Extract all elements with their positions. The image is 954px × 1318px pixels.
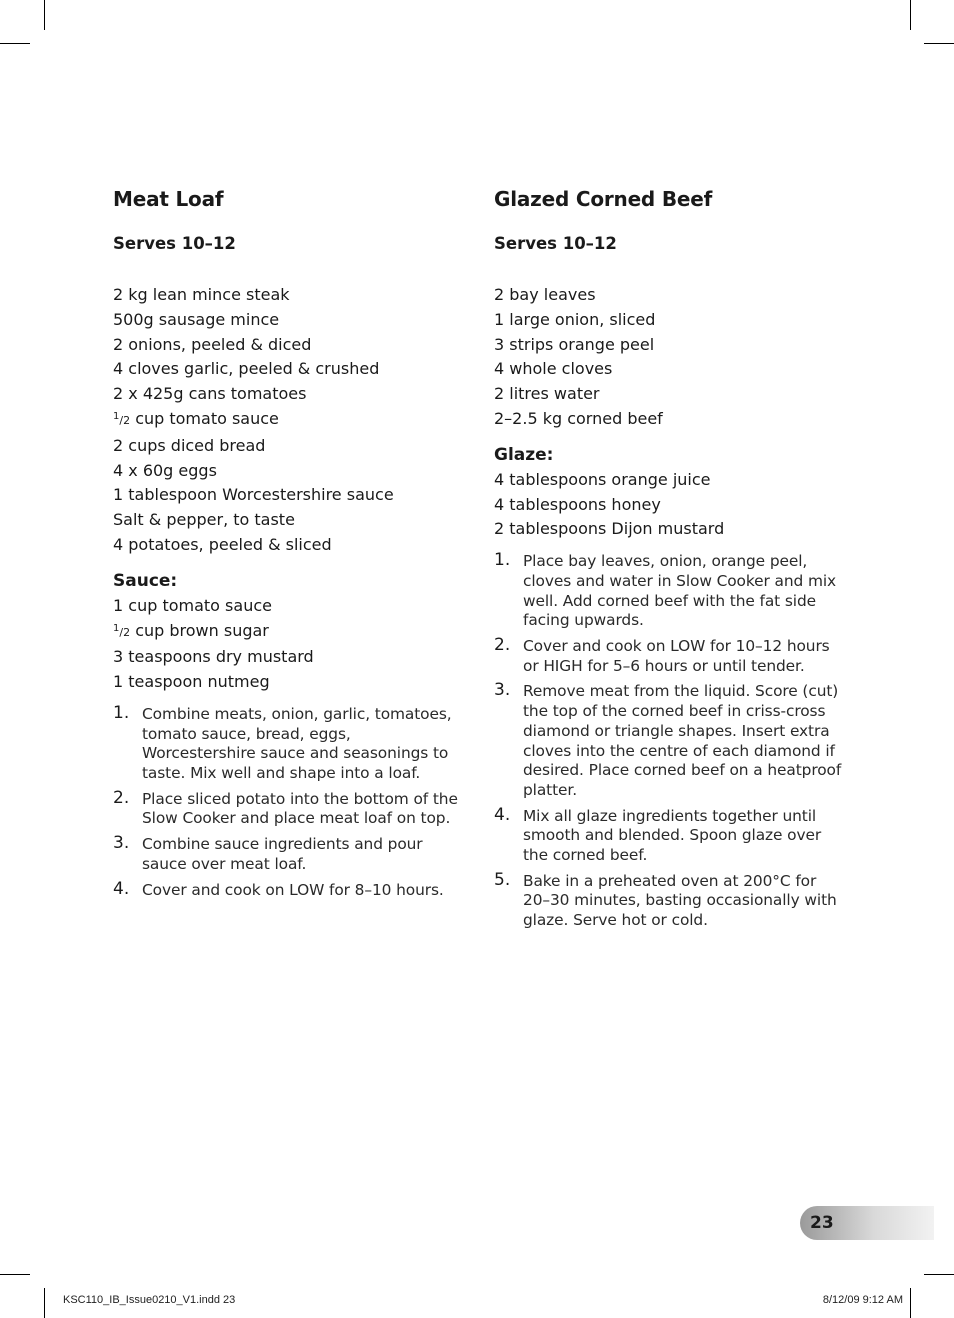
method-steps — [113, 702, 458, 900]
fraction-denominator: /2 — [119, 413, 131, 427]
sauce-item: 1 teaspoon nutmeg — [113, 672, 270, 692]
step-text: Cover and cook on LOW for 10–12 hours or HIGH for 5–6 hours or until tender. — [523, 636, 830, 675]
step-number: 1. — [494, 550, 511, 571]
step-text: Mix all glaze ingredients together until smooth and blended. Spoon glaze over the corned beef. — [523, 806, 822, 865]
step-item — [494, 634, 844, 676]
step-text: Combine sauce ingredients and pour sauce over meat loaf. — [142, 835, 423, 873]
glaze-item: 4 tablespoons orange juice — [494, 469, 711, 489]
step-number: 5. — [494, 869, 511, 890]
step-item — [494, 804, 844, 866]
ingredient-item: 2 litres water — [494, 384, 600, 404]
step-item — [113, 835, 458, 874]
step-item — [113, 878, 458, 901]
crop-mark — [910, 0, 911, 30]
ingredient-text: cup tomato sauce — [135, 408, 279, 428]
crop-mark — [910, 1288, 911, 1318]
ingredient-item: 1 large onion, sliced — [494, 309, 656, 329]
page-number-tab — [800, 1206, 934, 1240]
step-item — [494, 869, 844, 931]
step-number: 4. — [494, 804, 511, 825]
step-number: 2. — [113, 787, 130, 808]
serves-label: Serves 10–12 — [494, 234, 617, 253]
step-number: 1. — [113, 702, 130, 723]
step-number: 2. — [494, 634, 511, 655]
recipe-meat-loaf — [113, 185, 458, 906]
crop-mark — [924, 43, 954, 44]
step-item — [113, 787, 458, 829]
sauce-item: 3 teaspoons dry mustard — [113, 647, 314, 667]
ingredient-item: 4 x 60g eggs — [113, 460, 217, 480]
step-text: Bake in a preheated oven at 200°C for 20–30 minutes, basting occasionally with glaze. Serve hot or cold. — [523, 871, 837, 930]
step-item — [113, 702, 458, 784]
ingredient-item: 500g sausage mince — [113, 309, 280, 329]
ingredient-list — [113, 283, 458, 558]
step-text: Place sliced potato into the bottom of the Slow Cooker and place meat loaf on top. — [142, 789, 458, 828]
ingredient-item: 2 cups diced bread — [113, 435, 266, 455]
step-text: Combine meats, onion, garlic, tomatoes, tomato sauce, bread, eggs, Worcestershire sauce and seasonings to taste. Mix well and shape into a loaf. — [142, 704, 452, 783]
ingredient-item — [113, 407, 458, 434]
crop-mark — [44, 1288, 45, 1318]
ingredient-item: 2–2.5 kg corned beef — [494, 408, 663, 428]
sauce-item: 1 cup tomato sauce — [113, 595, 272, 615]
ingredient-item: 2 onions, peeled & diced — [113, 334, 312, 354]
slug-datetime: 8/12/09 9:12 AM — [822, 1294, 903, 1306]
sauce-heading: Sauce: — [113, 570, 178, 591]
ingredient-item: 2 x 425g cans tomatoes — [113, 384, 307, 404]
recipe-title: Meat Loaf — [113, 187, 224, 211]
sauce-text: cup brown sugar — [135, 620, 269, 640]
step-item — [494, 682, 844, 800]
step-text: Place bay leaves, onion, orange peel, cloves and water in Slow Cooker and mix well. Add corned beef with the fat side facing upwards. — [523, 552, 837, 630]
recipe-glazed-corned-beef — [494, 185, 844, 937]
method-steps — [494, 552, 844, 931]
ingredient-item: 2 bay leaves — [494, 285, 596, 304]
step-number: 4. — [113, 878, 130, 899]
ingredient-item: 3 strips orange peel — [494, 334, 655, 354]
ingredient-item: 1 tablespoon Worcestershire sauce — [113, 485, 394, 505]
crop-mark — [44, 0, 45, 30]
slug-filename: KSC110_IB_Issue0210_V1.indd 23 — [63, 1294, 236, 1306]
serves-label: Serves 10–12 — [113, 234, 236, 253]
step-text: Remove meat from the liquid. Score (cut) the top of the corned beef in criss-cross diamond or triangle shapes. Insert extra cloves into the centre of each diamond if desired. Place corned beef on a heatproof platter. — [523, 682, 842, 799]
ingredient-list — [494, 283, 844, 432]
ingredient-item: 2 kg lean mince steak — [113, 285, 290, 304]
sauce-item — [113, 619, 458, 646]
glaze-item: 4 tablespoons honey — [494, 494, 661, 514]
fraction-denominator: /2 — [119, 625, 131, 639]
step-item — [494, 552, 844, 631]
crop-mark — [924, 1274, 954, 1275]
step-text: Cover and cook on LOW for 8–10 hours. — [142, 880, 444, 899]
fraction-numerator: 1 — [113, 622, 120, 634]
page-number: 23 — [810, 1213, 834, 1233]
glaze-item: 2 tablespoons Dijon mustard — [494, 519, 725, 539]
recipe-title: Glazed Corned Beef — [494, 187, 713, 211]
glaze-list — [494, 468, 844, 542]
ingredient-item: 4 potatoes, peeled & sliced — [113, 534, 332, 554]
glaze-heading: Glaze: — [494, 444, 554, 465]
step-number: 3. — [494, 680, 511, 701]
sauce-list — [113, 594, 458, 695]
step-number: 3. — [113, 833, 130, 854]
ingredient-item: 4 whole cloves — [494, 359, 613, 379]
ingredient-item: 4 cloves garlic, peeled & crushed — [113, 359, 380, 379]
crop-mark — [0, 1274, 30, 1275]
crop-mark — [0, 43, 30, 44]
fraction-numerator: 1 — [113, 410, 120, 422]
ingredient-item: Salt & pepper, to taste — [113, 510, 295, 530]
